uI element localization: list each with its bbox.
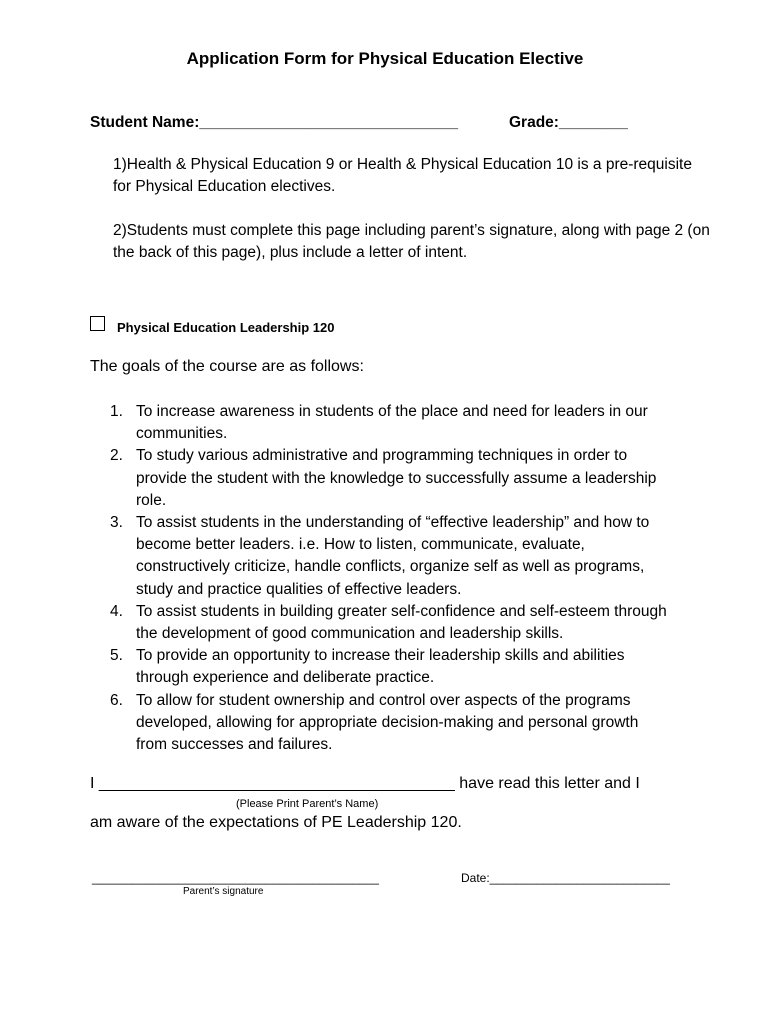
goal-text-line: study and practice qualities of effective leaders. bbox=[136, 580, 462, 598]
requirements-note: 2)Students must complete this page including parent’s signature, along with page 2 (on the back of this page), plus include a letter of intent. bbox=[113, 222, 710, 261]
awareness-statement: am aware of the expectations of PE Leadership 120. bbox=[90, 814, 462, 831]
goal-text-line: the development of good communication and leadership skills. bbox=[136, 625, 564, 643]
goal-item bbox=[110, 601, 710, 645]
goal-number: 2. bbox=[110, 447, 123, 465]
goal-text-line: communities. bbox=[136, 425, 228, 443]
goal-text-line: provide the student with the knowledge to successfully assume a leadership bbox=[136, 469, 657, 487]
goal-text-line: become better leaders. i.e. How to listen, communicate, evaluate, bbox=[136, 536, 585, 554]
course-name: Physical Education Leadership 120 bbox=[117, 320, 335, 335]
goal-text-line: through experience and deliberate practice. bbox=[136, 669, 435, 687]
goal-item bbox=[110, 645, 710, 689]
goal-number: 5. bbox=[110, 647, 123, 665]
goal-number: 3. bbox=[110, 514, 123, 532]
form-title: Application Form for Physical Education Elective bbox=[186, 49, 584, 68]
prerequisite-note: 1)Health & Physical Education 9 or Health & Physical Education 10 is a pre-requisite for Physical Education electives. bbox=[113, 156, 692, 195]
goal-item bbox=[110, 445, 710, 512]
goal-text-line: role. bbox=[136, 491, 167, 509]
goal-number: 4. bbox=[110, 602, 123, 620]
goal-text-line: from successes and failures. bbox=[136, 736, 333, 754]
goals-intro: The goals of the course are as follows: bbox=[90, 358, 364, 375]
parent-name-statement[interactable]: I ________________________________________ have read this letter and I bbox=[90, 775, 640, 792]
goal-number: 6. bbox=[110, 691, 123, 709]
goal-text-line: To assist students in the understanding of “effective leadership” and how to bbox=[136, 514, 650, 532]
parent-name-label: (Please Print Parent’s Name) bbox=[236, 798, 379, 810]
goals-list bbox=[110, 401, 710, 756]
goal-number: 1. bbox=[110, 403, 123, 420]
date-field[interactable]: Date:___________________________ bbox=[461, 871, 670, 885]
goal-text-line: To increase awareness in students of the place and need for leaders in our bbox=[136, 403, 648, 420]
goal-text-line: constructively criticize, handle conflicts, organize self as well as programs, bbox=[136, 558, 645, 576]
signature-field[interactable]: ___________________________________________ bbox=[92, 871, 379, 885]
goal-text-line: To allow for student ownership and control over aspects of the programs bbox=[136, 691, 631, 709]
goal-text-line: To study various administrative and programming techniques in order to bbox=[136, 447, 628, 465]
grade-field[interactable]: Grade:________ bbox=[509, 114, 628, 131]
goal-text-line: developed, allowing for appropriate decision-making and personal growth bbox=[136, 713, 639, 731]
goal-item bbox=[110, 690, 710, 757]
goal-item bbox=[110, 401, 710, 445]
signature-label: Parent’s signature bbox=[183, 886, 264, 897]
goal-text-line: To provide an opportunity to increase their leadership skills and abilities bbox=[136, 647, 625, 665]
goal-text-line: To assist students in building greater self-confidence and self-esteem through bbox=[136, 602, 667, 620]
student-name-field[interactable]: Student Name:______________________________ bbox=[90, 114, 458, 131]
course-checkbox[interactable] bbox=[90, 316, 105, 331]
goal-item bbox=[110, 512, 710, 601]
